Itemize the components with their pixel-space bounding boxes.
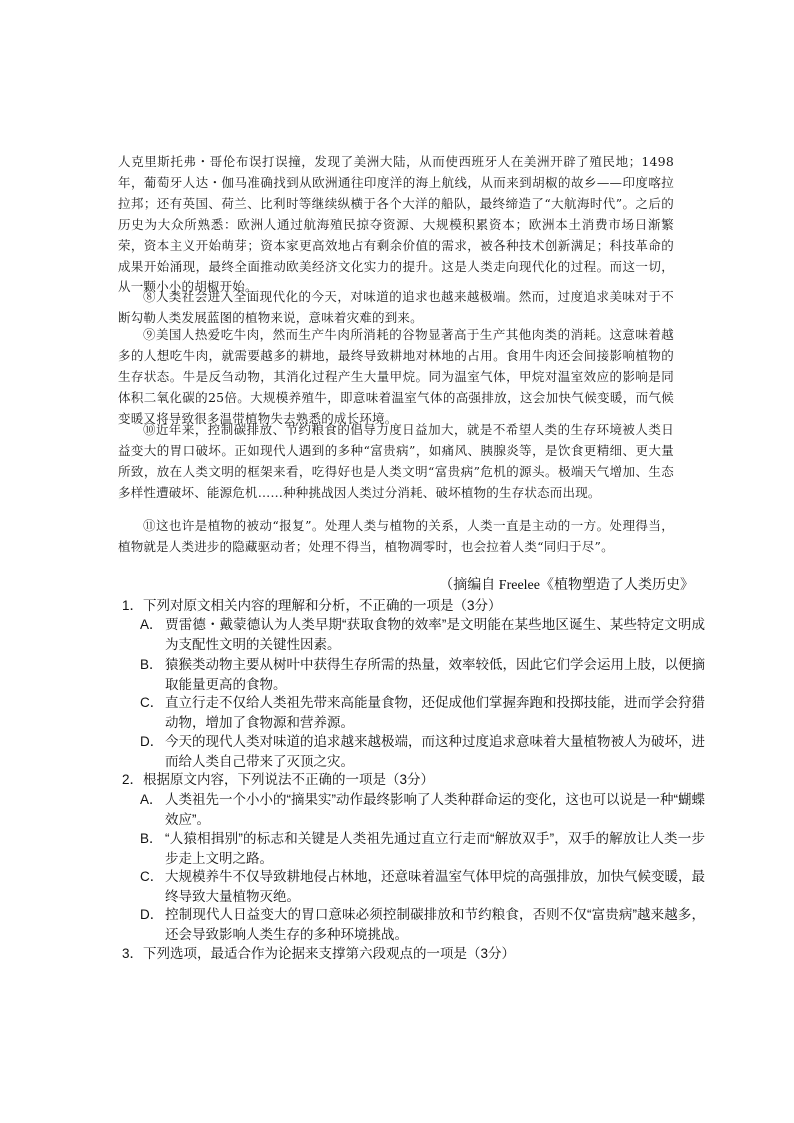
question-1-option-c xyxy=(140,693,705,733)
option-letter: C． xyxy=(140,695,164,710)
option-letter: D． xyxy=(140,734,164,749)
option-letter: B． xyxy=(140,657,163,672)
question-1-option-a xyxy=(140,615,705,655)
option-text: 贾雷德・戴蒙德认为人类早期“获取食物的效率”是文明能在某些地区诞生、某些特定文明成为支配性文明的关键性因素。 xyxy=(165,617,705,652)
passage-paragraph-continued: 人克里斯托弗・哥伦布误打误撞，发现了美洲大陆，从而使西班牙人在美洲开辟了殖民地；1498年，葡萄牙人达・伽马准确找到从欧洲通往印度洋的海上航线，从而来到胡椒的故乡——印度喀拉拉邦；还有英国、荷兰、比利时等继续纵横于各个大洋的船队，最终缔造了“大航海时代”。之后的历史为大众所熟悉：欧洲人通过航海殖民掠夺资源、大规模积累资本；欧洲本土消费市场日渐繁荣，资本主义开始萌芽；资本家更高效地占有剩余价值的需求，被各种技术创新满足；科技革命的成果开始涌现，最终全面推动欧美经济文化实力的提升。这是人类走向现代化的过程。而这一切，从一颗小小的胡椒开始。 xyxy=(118,154,674,295)
passage-paragraph-8: ⑧人类社会进入全面现代化的今天，对味道的追求也越来越极端。然而，过度追求美味对于不断勾勒人类发展蓝图的植物来说，意味着灾难的到来。 xyxy=(118,289,674,325)
passage-paragraph-9: ⑨美国人热爱吃牛肉，然而生产牛肉所消耗的谷物显著高于生产其他肉类的消耗。这意味着越多的人想吃牛肉，就需要越多的耕地，最终导致耕地对林地的占用。食用牛肉还会间接影响植物的生存状态。牛是反刍动物，其消化过程产生大量甲烷。同为温室气体，甲烷对温室效应的影响是同体积二氧化碳的25倍。大规模养殖牛，即意味着温室气体的高强排放，这会加快气候变暖，而气候变暖又将导致很多温带植物失去熟悉的成长环境。 xyxy=(118,327,674,426)
question-1-option-b xyxy=(140,655,705,695)
option-letter: D． xyxy=(140,907,164,922)
option-letter: A． xyxy=(140,792,163,807)
question-2-option-b xyxy=(140,829,705,869)
question-2-stem: 2．根据原文内容，下列说法不正确的一项是（3分） xyxy=(122,772,435,787)
question-2-option-c xyxy=(140,867,705,907)
passage-paragraph-10: ⑩近年来，控制碳排放、节约粮食的倡导力度日益加大，就是不希望人类的生存环境被人类日益变大的胃口破坏。正如现代人遇到的多种“富贵病”，如痛风、胰腺炎等，是饮食更精细、更大量所致，放在人类文明的框架来看，吃得好也是人类文明“富贵病”危机的源头。极端天气增加、生态多样性遭破坏、能源危机……种种挑战因人类过分消耗、破坏植物的生存状态而出现。 xyxy=(118,422,674,500)
option-text: 控制现代人日益变大的胃口意味必须控制碳排放和节约粮食，否则不仅“富贵病”越来越多，还会导致影响人类生存的多种环境挑战。 xyxy=(165,907,705,942)
option-letter: A． xyxy=(140,617,163,632)
option-text: 今天的现代人类对味道的追求越来越极端，而这种过度追求意味着大量植物被人为破坏，进而给人类自己带来了灭顶之灾。 xyxy=(165,734,705,769)
option-text: 大规模养牛不仅导致耕地侵占林地，还意味着温室气体甲烷的高强排放，加快气候变暖，最终导致大量植物灭绝。 xyxy=(165,869,705,904)
question-1-option-d xyxy=(140,732,705,772)
option-letter: B． xyxy=(140,831,163,846)
question-1-stem: 1．下列对原文相关内容的理解和分析，不正确的一项是（3分） xyxy=(122,598,502,613)
option-text: “人猿相揖别”的标志和关键是人类祖先通过直立行走而“解放双手”，双手的解放让人类一步步走上文明之路。 xyxy=(165,831,705,866)
option-letter: C． xyxy=(140,869,164,884)
question-3-stem: 3．下列选项，最适合作为论据来支撑第六段观点的一项是（3分） xyxy=(122,946,516,961)
option-text: 直立行走不仅给人类祖先带来高能量食物，还促成他们掌握奔跑和投掷技能，进而学会狩猎动物，增加了食物源和营养源。 xyxy=(165,695,705,730)
option-text: 猿猴类动物主要从树叶中获得生存所需的热量，效率较低，因此它们学会运用上肢，以便摘取能量更高的食物。 xyxy=(165,657,705,692)
option-text: 人类祖先一个小小的“摘果实”动作最终影响了人类种群命运的变化，这也可以说是一种“蝴蝶效应”。 xyxy=(165,792,705,827)
passage-paragraph-11: ⑪这也许是植物的被动“报复”。处理人类与植物的关系，人类一直是主动的一方。处理得当，植物就是人类进步的隐藏驱动者；处理不得当，植物凋零时，也会拉着人类“同归于尽”。 xyxy=(118,518,674,554)
passage-source: （摘编自 Freelee《植物塑造了人类历史》 xyxy=(439,578,694,593)
question-2-option-a xyxy=(140,790,705,830)
question-2-option-d xyxy=(140,905,705,945)
